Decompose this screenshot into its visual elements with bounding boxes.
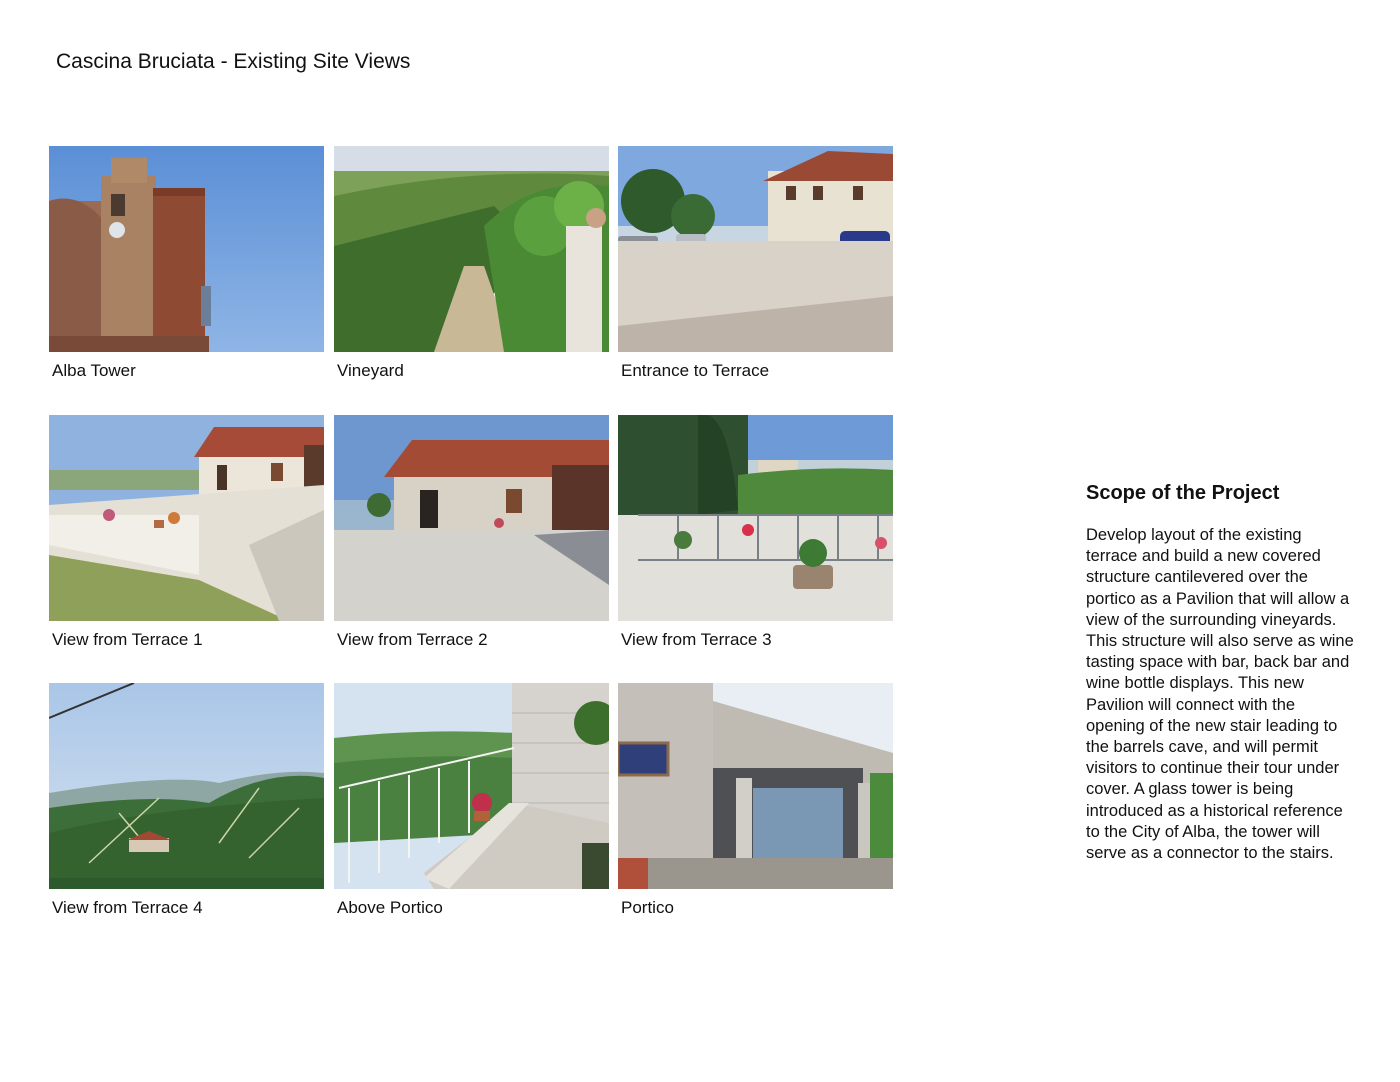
photo-caption: Entrance to Terrace bbox=[621, 361, 770, 380]
photo-tile-view-from-terrace-2 bbox=[334, 415, 609, 650]
photo-caption: Above Portico bbox=[337, 898, 443, 917]
photo-caption: Vineyard bbox=[337, 361, 404, 380]
page-title: Cascina Bruciata - Existing Site Views bbox=[56, 50, 411, 73]
photo-tile-above-portico bbox=[334, 683, 609, 918]
photo-view-from-terrace-2 bbox=[334, 415, 609, 621]
photo-tile-vineyard bbox=[334, 146, 609, 381]
photo-caption: View from Terrace 1 bbox=[52, 630, 203, 649]
photo-tile-alba-tower bbox=[49, 146, 324, 381]
photo-tile-view-from-terrace-3 bbox=[618, 415, 893, 650]
photo-tile-view-from-terrace-1 bbox=[49, 415, 324, 650]
scope-heading: Scope of the Project bbox=[1086, 482, 1280, 504]
photo-vineyard bbox=[334, 146, 609, 352]
photo-caption: Portico bbox=[621, 898, 674, 917]
photo-tile-view-from-terrace-4 bbox=[49, 683, 324, 918]
photo-entrance-to-terrace bbox=[618, 146, 893, 352]
photo-portico bbox=[618, 683, 893, 889]
photo-caption: Alba Tower bbox=[52, 361, 136, 380]
photo-view-from-terrace-1 bbox=[49, 415, 324, 621]
photo-alba-tower bbox=[49, 146, 324, 352]
photo-view-from-terrace-3 bbox=[618, 415, 893, 621]
scope-description: Develop layout of the existing terrace and build a new covered structure cantilevered over the portico as a Pavilion that will allow a view of the surrounding vineyards. This structure will also serve as wine tasting space with bar, back bar and wine bottle displays. This new Pavilion will connect with the opening of the new stair leading to the barrels cave, and will permit visitors to continue their tour under cover. A glass tower is being introduced as a historical reference to the City of Alba, the tower will serve as a connector to the stairs. bbox=[1086, 526, 1354, 863]
photo-caption: View from Terrace 2 bbox=[337, 630, 488, 649]
scope-section bbox=[1086, 482, 1356, 864]
photo-above-portico bbox=[334, 683, 609, 889]
photo-caption: View from Terrace 4 bbox=[52, 898, 203, 917]
photo-grid bbox=[49, 146, 894, 926]
photo-tile-portico bbox=[618, 683, 893, 918]
photo-caption: View from Terrace 3 bbox=[621, 630, 772, 649]
photo-tile-entrance-to-terrace bbox=[618, 146, 893, 381]
photo-view-from-terrace-4 bbox=[49, 683, 324, 889]
